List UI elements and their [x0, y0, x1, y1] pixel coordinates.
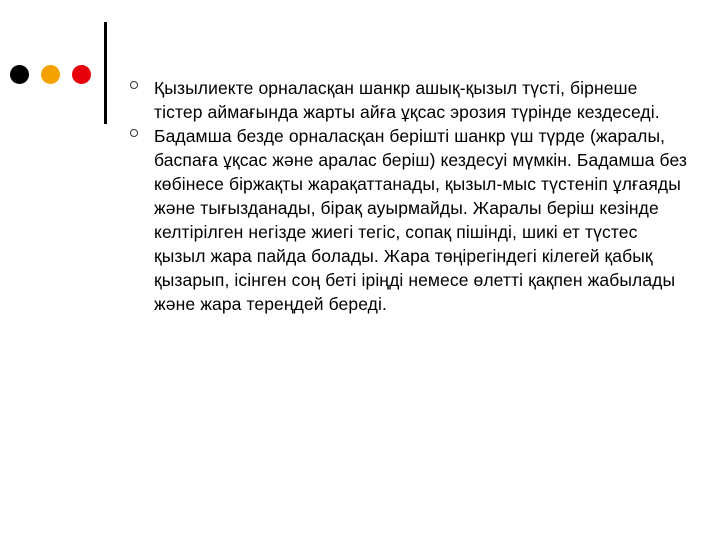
bullet-text: Бадамша безде орналасқан берішті шанкр үш түрде (жаралы, баспаға ұқсас және аралас беріш) кездесуі мүмкін. Бадамша без көбінесе біржақты жарақаттанады, қызыл-мыс түстеніп ұлғаяды және тығызданады, бірақ ауырмайды. Жаралы беріш кезінде келтірілген негізде жиегі тегіс, сопақ пішінді, шикі ет түстес қызыл жара пайда болады. Жара төңірегіндегі кілегей қабық қызарып, ісінген соң беті іріңді немесе өлетті қақпен жабылады және жара тереңдей береді.	[154, 126, 688, 314]
decorative-dots	[10, 65, 100, 85]
bullet-item	[130, 124, 690, 316]
bullet-circle-icon	[130, 81, 138, 89]
bullet-text: Қызылиекте орналасқан шанкр ашық-қызыл түсті, бірнеше тістер аймағында жарты айға ұқсас эрозия түрінде кездеседі.	[154, 78, 660, 122]
bullet-list	[130, 76, 690, 316]
bullet-circle-icon	[130, 129, 138, 137]
bullet-item	[130, 76, 690, 124]
black-dot-icon	[10, 65, 29, 84]
red-dot-icon	[72, 65, 91, 84]
vertical-divider	[104, 22, 107, 124]
orange-dot-icon	[41, 65, 60, 84]
